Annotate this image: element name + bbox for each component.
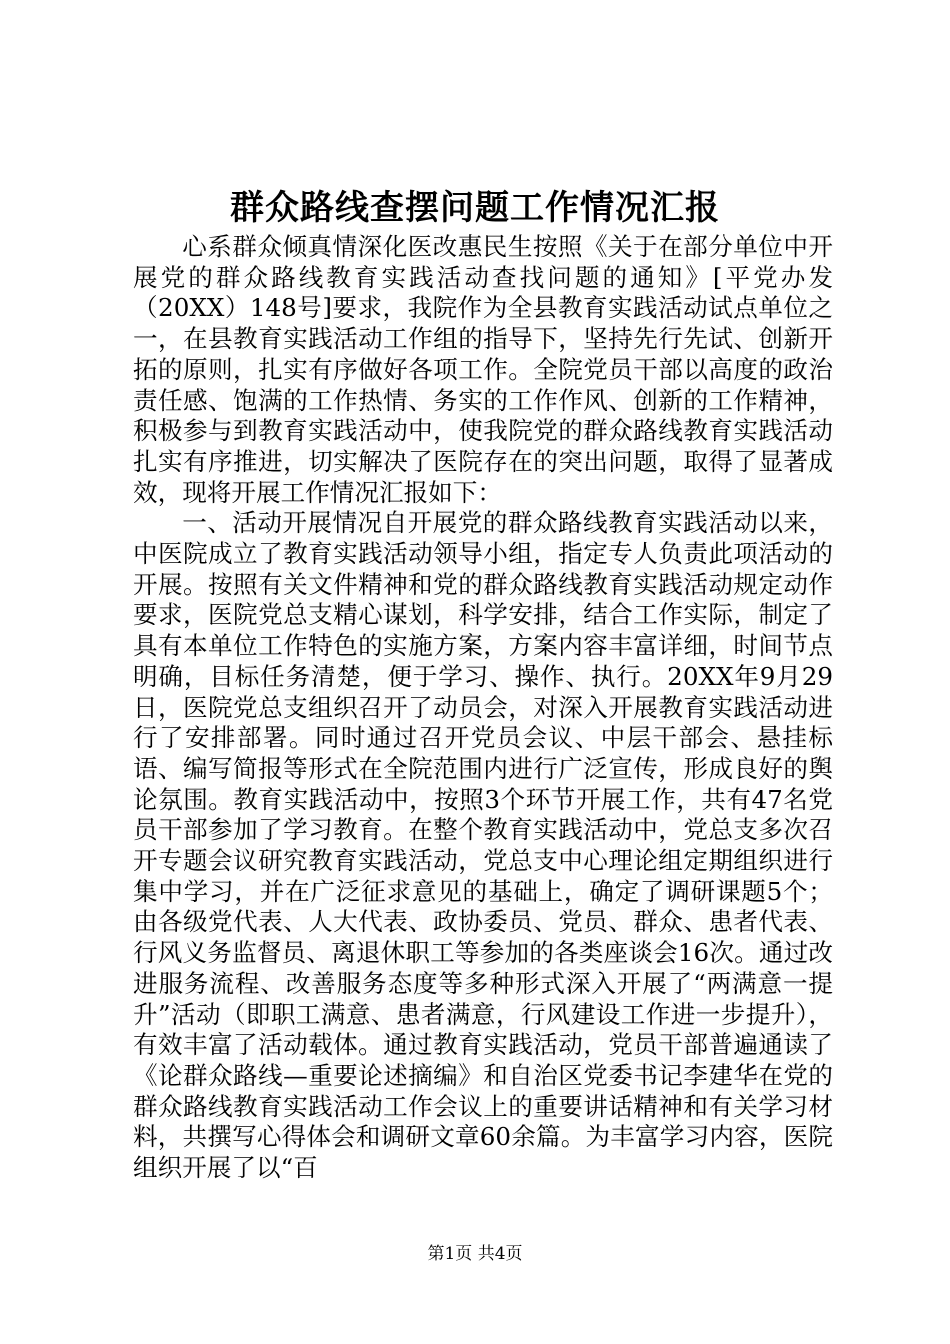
- section-one-paragraph: 一、活动开展情况自开展党的群众路线教育实践活动以来，中医院成立了教育实践活动领导小组，指定专人负责此项活动的开展。按照有关文件精神和党的群众路线教育实践活动规定动作要求，医院党总支精心谋划，科学安排，结合工作实际，制定了具有本单位工作特色的实施方案，方案内容丰富详细，时间节点明确，目标任务清楚，便于学习、操作、执行。20XX年9月29日，医院党总支组织召开了动员会，对深入开展教育实践活动进行了安排部署。同时通过召开党员会议、中层干部会、悬挂标语、编写简报等形式在全院范围内进行广泛宣传，形成良好的舆论氛围。教育实践活动中，按照3个环节开展工作，共有47名党员干部参加了学习教育。在整个教育实践活动中，党总支多次召开专题会议研究教育实践活动，党总支中心理论组定期组织进行集中学习，并在广泛征求意见的基础上，确定了调研课题5个；由各级党代表、人大代表、政协委员、党员、群众、患者代表、行风义务监督员、离退休职工等参加的各类座谈会16次。通过改进服务流程、改善服务态度等多种形式深入开展了“两满意一提升”活动（即职工满意、患者满意，行风建设工作进一步提升），有效丰富了活动载体。通过教育实践活动，党员干部普遍通读了《论群众路线—重要论述摘编》和自治区党委书记李建华在党的群众路线教育实践活动工作会议上的重要讲话精神和有关学习材料，共撰写心得体会和调研文章60余篇。为丰富学习内容，医院组织开展了以“百: [133, 508, 833, 1183]
- page-number-footer: 第1页 共4页: [427, 1244, 523, 1264]
- document-title: 群众路线查摆问题工作情况汇报: [230, 188, 720, 228]
- document-body: [133, 232, 833, 1184]
- intro-paragraph: 心系群众倾真情深化医改惠民生按照《关于在部分单位中开展党的群众路线教育实践活动查找问题的通知》[平党办发（20XX）148号]要求，我院作为全县教育实践活动试点单位之一，在县教育实践活动工作组的指导下，坚持先行先试、创新开拓的原则，扎实有序做好各项工作。全院党员干部以高度的政治责任感、饱满的工作热情、务实的工作作风、创新的工作精神，积极参与到教育实践活动中，使我院党的群众路线教育实践活动扎实有序推进，切实解决了医院存在的突出问题，取得了显著成效，现将开展工作情况汇报如下：: [133, 232, 833, 507]
